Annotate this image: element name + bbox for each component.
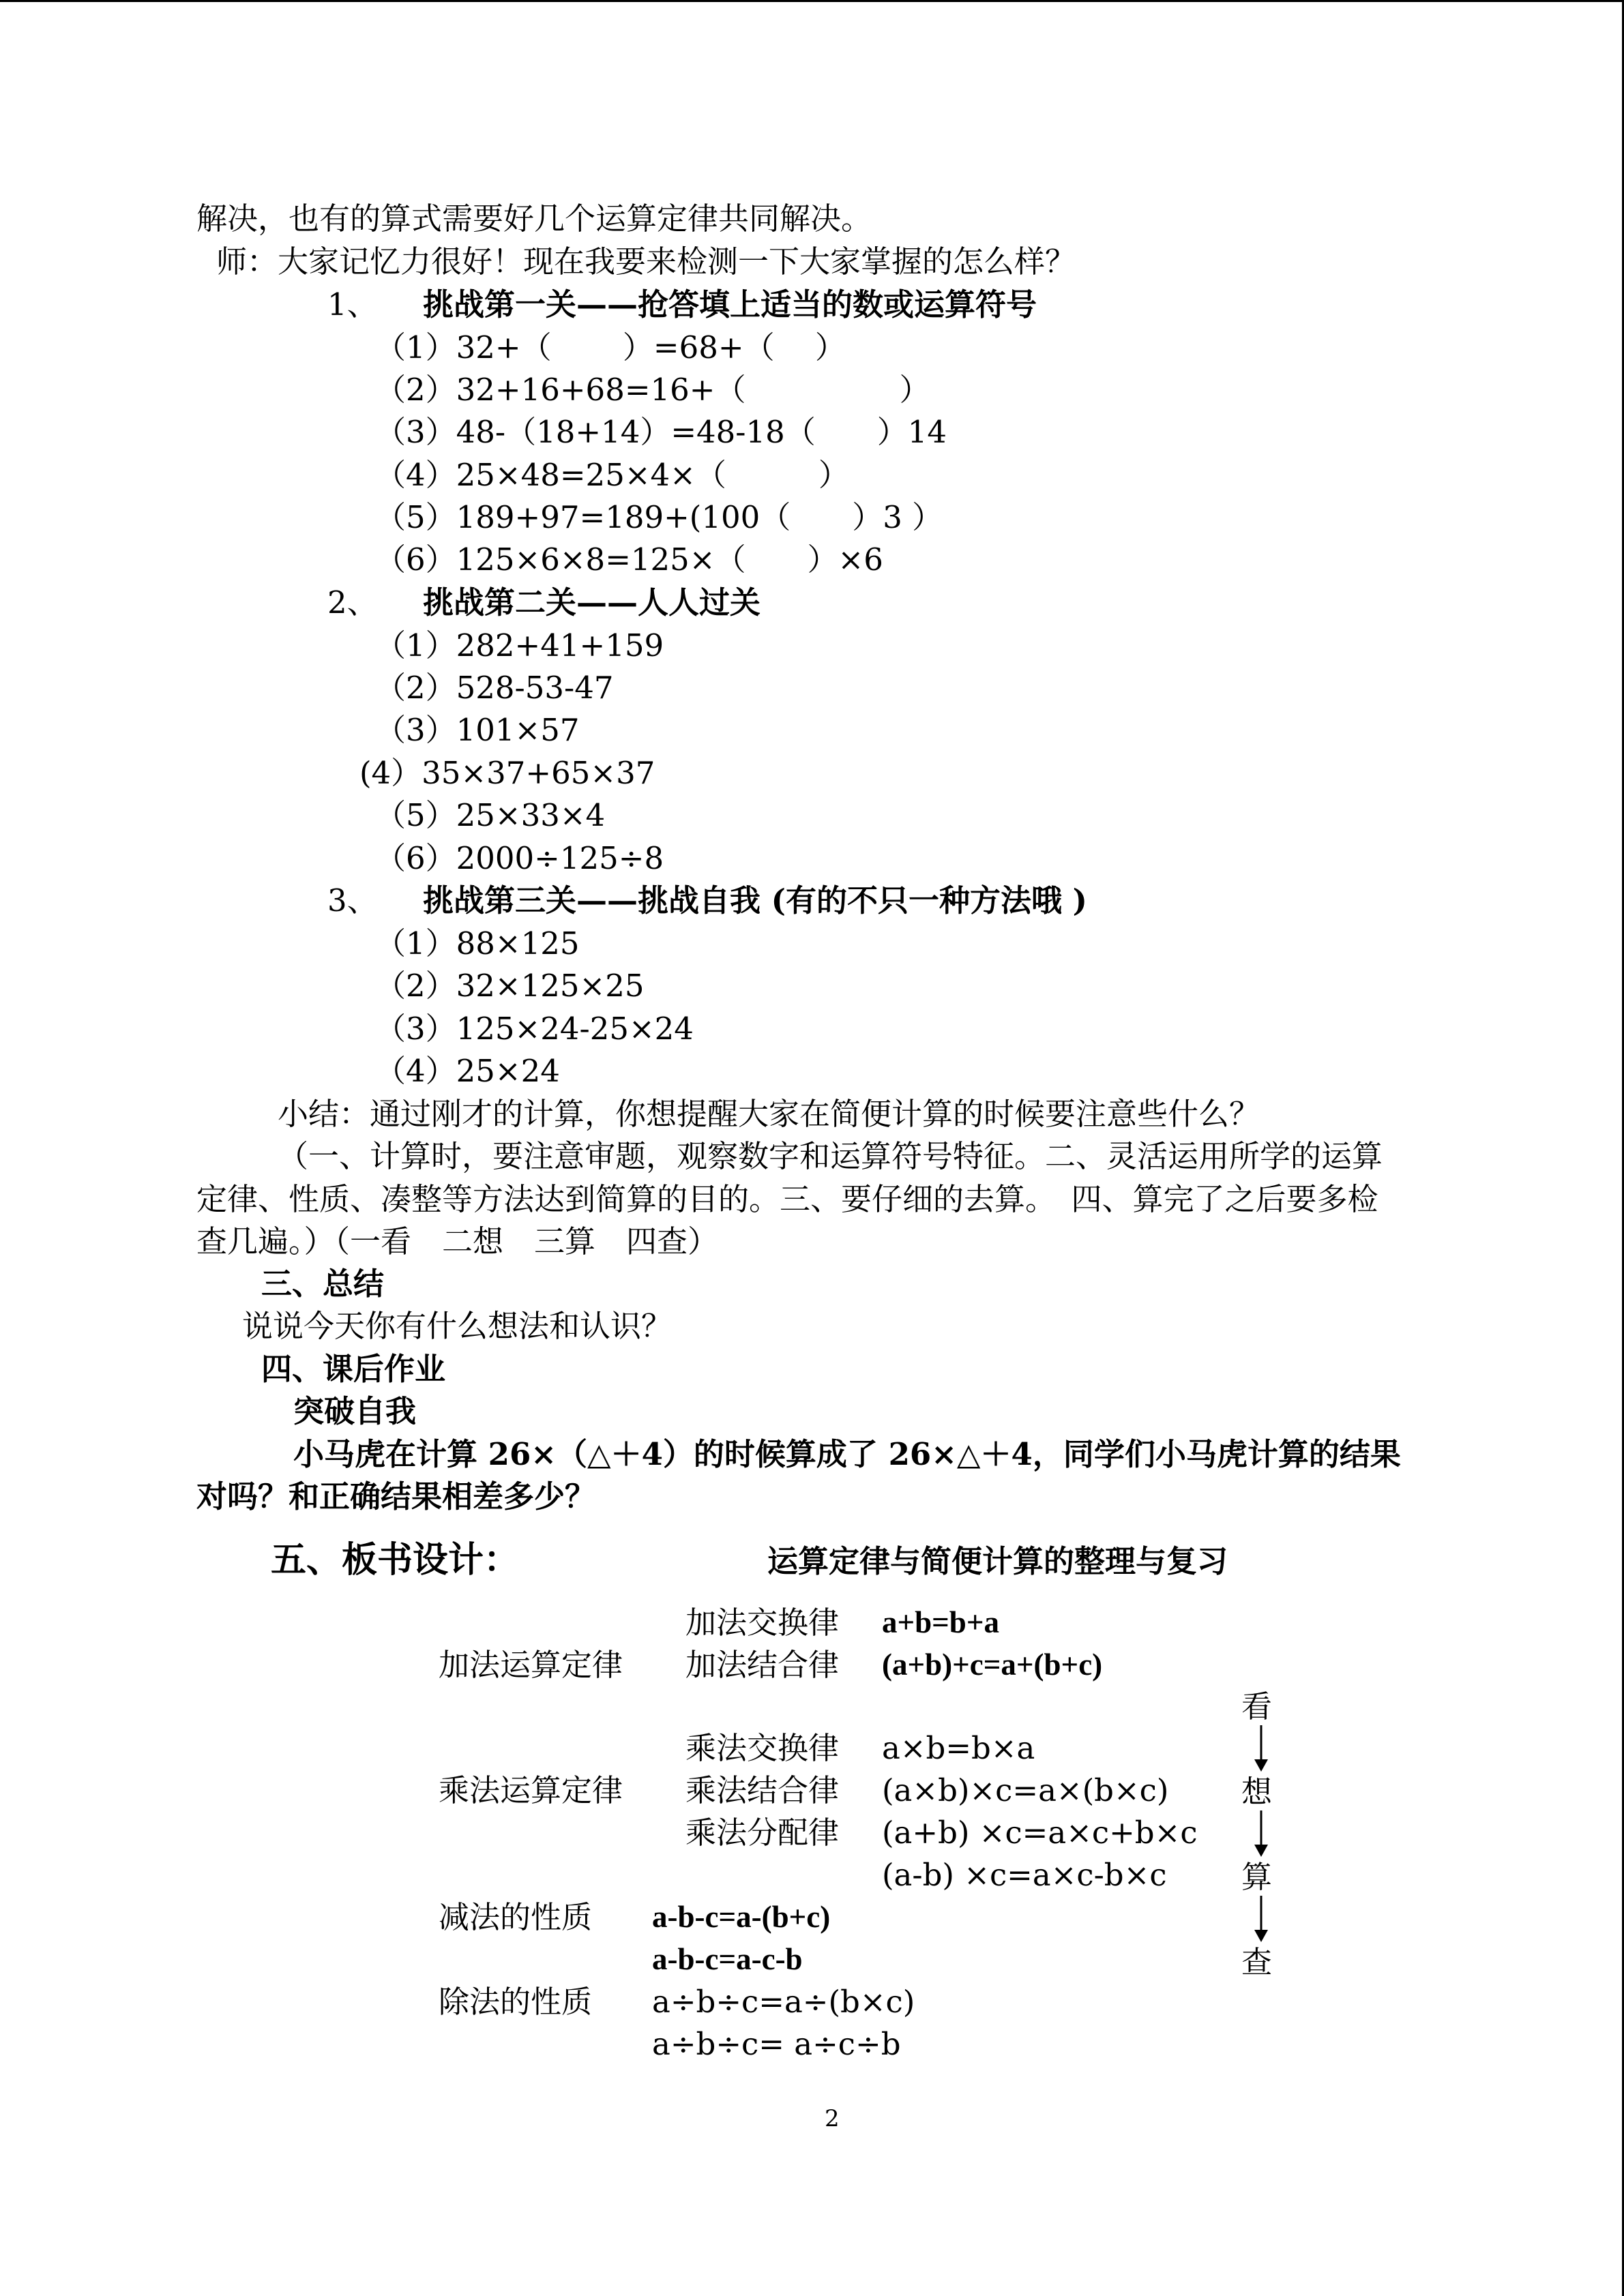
step-look: 看 (1241, 1688, 1273, 1725)
page-top-border (0, 0, 1624, 2)
challenge-2-item: (4）35×37+65×37 (359, 755, 655, 791)
challenge-1-item: （2）32+16+68=16+（ ） (375, 372, 930, 408)
mul-distributive-formula-2: (a-b) ×c=a×c-b×c (882, 1857, 1167, 1893)
challenge-3-item: （2）32×125×25 (375, 968, 645, 1004)
summary-answer-line-2: 定律、性质、凑整等方法达到简算的目的。三、要仔细的去算。 四、算完了之后要多检 (196, 1181, 1378, 1217)
add-commutative-formula: a+b=b+a (882, 1605, 999, 1639)
challenge-1-item: （5）189+97=189+(100（ ）3 ） (375, 499, 943, 535)
add-commutative-label: 加法交换律 (685, 1605, 840, 1641)
challenge-2-item: （6）2000÷125÷8 (375, 840, 664, 876)
division-formula-2: a÷b÷c= a÷c÷b (652, 2026, 901, 2062)
section-3-heading: 三、总结 (261, 1266, 385, 1302)
challenge-2-item: （1）282+41+159 (375, 627, 664, 664)
mul-distributive-label: 乘法分配律 (685, 1815, 840, 1851)
step-check: 查 (1241, 1944, 1273, 1980)
arrow-down-icon (1251, 1896, 1271, 1943)
board-heading: 五、板书设计： (271, 1539, 520, 1581)
subtraction-formula-2: a-b-c=a-c-b (652, 1942, 803, 1976)
mul-commutative-label: 乘法交换律 (685, 1730, 840, 1766)
section-4-problem-line-2: 对吗？和正确结果相差多少？ (196, 1478, 596, 1515)
multiplication-group-label: 乘法运算定律 (439, 1772, 623, 1808)
summary-answer-line-3: 查几遍。）（一看 二想 三算 四查） (196, 1223, 719, 1259)
summary-answer-line-1: （一、计算时，要注意审题，观察数字和运算符号特征。二、灵活运用所学的运算 (278, 1138, 1383, 1174)
intro-line-2: 师：大家记忆力很好！现在我要来检测一下大家掌握的怎么样？ (216, 243, 1076, 280)
challenge-2-item: （5）25×33×4 (375, 797, 606, 833)
mul-associative-label: 乘法结合律 (685, 1772, 840, 1808)
challenge-2-number: 2、 (327, 584, 378, 621)
mul-distributive-formula-1: (a+b) ×c=a×c+b×c (882, 1815, 1198, 1851)
arrow-down-icon (1251, 1810, 1271, 1858)
section-4-heading: 四、课后作业 (261, 1351, 446, 1387)
mul-associative-formula: (a×b)×c=a×(b×c) (882, 1772, 1169, 1808)
challenge-3-item: （1）88×125 (375, 925, 580, 961)
challenge-1-item: （3）48-（18+14）=48-18（ ）14 (375, 414, 947, 450)
arrow-down-icon (1251, 1725, 1271, 1773)
step-calculate: 算 (1241, 1859, 1273, 1895)
division-property-label: 除法的性质 (439, 1984, 593, 2020)
challenge-1-title: 挑战第一关——抢答填上适当的数或运算符号 (423, 286, 1037, 323)
challenge-3-title: 挑战第三关——挑战自我 (有的不只一种方法哦 ) (423, 882, 1087, 919)
subtraction-formula-1: a-b-c=a-(b+c) (652, 1900, 831, 1934)
subtraction-property-label: 减法的性质 (439, 1899, 593, 1935)
add-associative-formula: (a+b)+c=a+(b+c) (882, 1648, 1103, 1682)
challenge-2-title: 挑战第二关——人人过关 (423, 584, 761, 621)
challenge-3-item: （4）25×24 (375, 1053, 560, 1089)
challenge-2-item: （2）528-53-47 (375, 670, 614, 706)
section-4-problem-line-1: 小马虎在计算 26×（△＋4）的时候算成了 26×△＋4，同学们小马虎计算的结果 (293, 1436, 1401, 1472)
challenge-3-item: （3）125×24-25×24 (375, 1011, 694, 1047)
mul-commutative-formula: a×b=b×a (882, 1730, 1035, 1766)
board-title: 运算定律与简便计算的整理与复习 (767, 1543, 1228, 1579)
add-associative-label: 加法结合律 (685, 1647, 840, 1683)
challenge-1-item: （1）32+（ ）=68+（ ） (375, 329, 846, 366)
challenge-1-item: （4）25×48=25×4×（ ） (375, 457, 849, 493)
challenge-3-number: 3、 (327, 882, 378, 919)
section-4-subheading: 突破自我 (293, 1393, 417, 1429)
section-3-text: 说说今天你有什么想法和认识？ (242, 1308, 673, 1344)
page-number: 2 (825, 2105, 840, 2132)
summary-question: 小结：通过刚才的计算，你想提醒大家在简便计算的时候要注意些什么？ (278, 1096, 1260, 1132)
challenge-1-item: （6）125×6×8=125×（ ）×6 (375, 541, 883, 578)
intro-line-1: 解决，也有的算式需要好几个运算定律共同解决。 (196, 200, 872, 237)
challenge-2-item: （3）101×57 (375, 712, 580, 748)
step-think: 想 (1241, 1774, 1273, 1810)
challenge-1-number: 1、 (327, 286, 378, 323)
division-formula-1: a÷b÷c=a÷(b×c) (652, 1984, 915, 2020)
addition-group-label: 加法运算定律 (439, 1647, 623, 1683)
